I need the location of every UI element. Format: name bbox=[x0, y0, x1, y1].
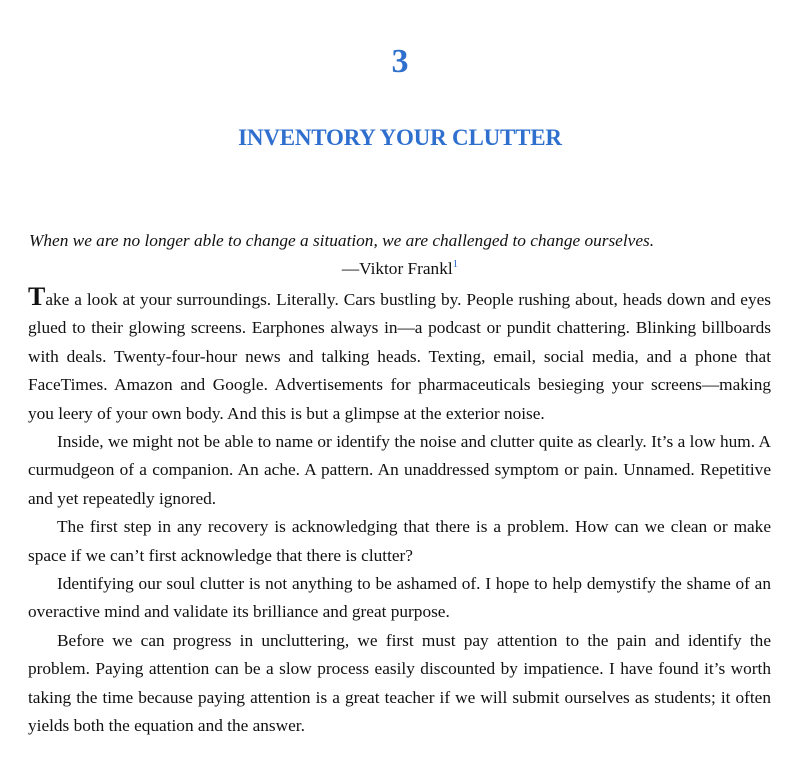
paragraph-1 bbox=[28, 282, 771, 428]
chapter-body bbox=[28, 282, 771, 741]
paragraph-5: Before we can progress in uncluttering, we first must pay attention to the pain and identify the problem. Paying attention can be a slow process easily discounted by impatience. I have found it’s worth taking the time because paying attention is a great teacher if we will submit ourselves as students; it often yields both the equation and the answer. bbox=[28, 630, 771, 736]
paragraph-2: Inside, we might not be able to name or identify the noise and clutter quite as clearly. It’s a low hum. A curmudgeon of a companion. An ache. A pattern. An unaddressed symptom or pain. Unnamed. Repetitive and yet repeatedly ignored. bbox=[28, 432, 771, 508]
paragraph-3: The first step in any recovery is acknowledging that there is a problem. How can we clean or make space if we can’t first acknowledge that there is clutter? bbox=[28, 517, 771, 565]
chapter-title: INVENTORY YOUR CLUTTER bbox=[238, 125, 562, 150]
epigraph-author: —Viktor Frankl bbox=[341, 259, 453, 278]
epigraph-quote: When we are no longer able to change a situation, we are challenged to change ourselves. bbox=[29, 231, 655, 250]
drop-cap: T bbox=[28, 282, 46, 311]
epigraph-attribution bbox=[0, 256, 800, 282]
chapter-number: 3 bbox=[391, 43, 409, 80]
footnote-reference[interactable]: 1 bbox=[452, 258, 459, 271]
paragraph-1-text: ake a look at your surroundings. Literally. Cars bustling by. People rushing about, heads down and eyes glued to their glowing screens. Earphones always in—a podcast or pundit chattering. Blinking billboards with deals. Twenty-four-hour news and talking heads. Texting, email, social media, and a phone that FaceTimes. Amazon and Google. Advertisements for pharmaceuticals besieging your screens—making you leery of your own body. And this is but a glimpse at the exterior noise. bbox=[28, 290, 771, 423]
paragraph-4: Identifying our soul clutter is not anything to be ashamed of. I hope to help demystify the shame of an overactive mind and validate its brilliance and great purpose. bbox=[28, 574, 771, 622]
